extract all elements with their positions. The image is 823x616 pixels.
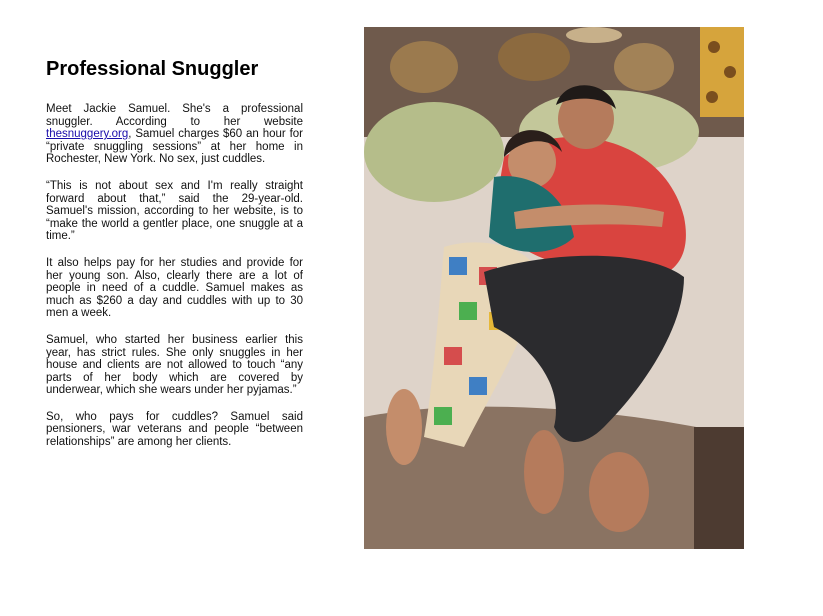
photo-illustration — [364, 27, 744, 549]
woman-foot — [386, 389, 422, 465]
website-link[interactable]: thesnuggery.org — [46, 128, 129, 141]
paragraph-2: “This is not about sex and I'm really straight forward about that,” said the 29-year-old. Samuel's mission, according to her website, is to “make the world a gentler place, one snuggle at a time.” — [46, 179, 303, 243]
paragraph-4: Samuel, who started her business earlier this year, has strict rules. She only snuggles in her house and clients are not allowed to touch “any parts of her body which are covered by underwear, which she wears under her pyjamas.” — [46, 333, 303, 397]
giraffe-toy — [700, 27, 744, 117]
basket — [694, 427, 744, 549]
paragraph-5: So, who pays for cuddles? Samuel said pensioners, war veterans and people “between relationships” are among her clients. — [46, 410, 303, 449]
lamp — [566, 27, 622, 43]
teddy-bear-2 — [498, 33, 570, 81]
article-photo — [364, 27, 744, 549]
paragraph-1-text-a: Meet Jackie Samuel. She's a professional snuggler. According to her website — [46, 103, 303, 128]
article-body — [46, 103, 303, 463]
paragraph-1 — [46, 103, 303, 166]
pillow-left — [364, 102, 504, 202]
article-title: Professional Snuggler — [46, 58, 259, 80]
paragraph-3: It also helps pay for her studies and provide for her young son. Also, clearly there are a lot of people in need of a cuddle. Samuel makes as much as $260 a day and cuddles with up to 30 men a week. — [46, 256, 303, 320]
man-foot-1 — [524, 430, 564, 514]
man-foot-2 — [589, 452, 649, 532]
paragraph-1-text-b: , Samuel charges $60 an hour for “private snuggling sessions” at her home in Rochester, New York. No sex, just cuddles. — [46, 128, 303, 166]
teddy-bear-3 — [614, 43, 674, 91]
teddy-bear-1 — [390, 41, 458, 93]
